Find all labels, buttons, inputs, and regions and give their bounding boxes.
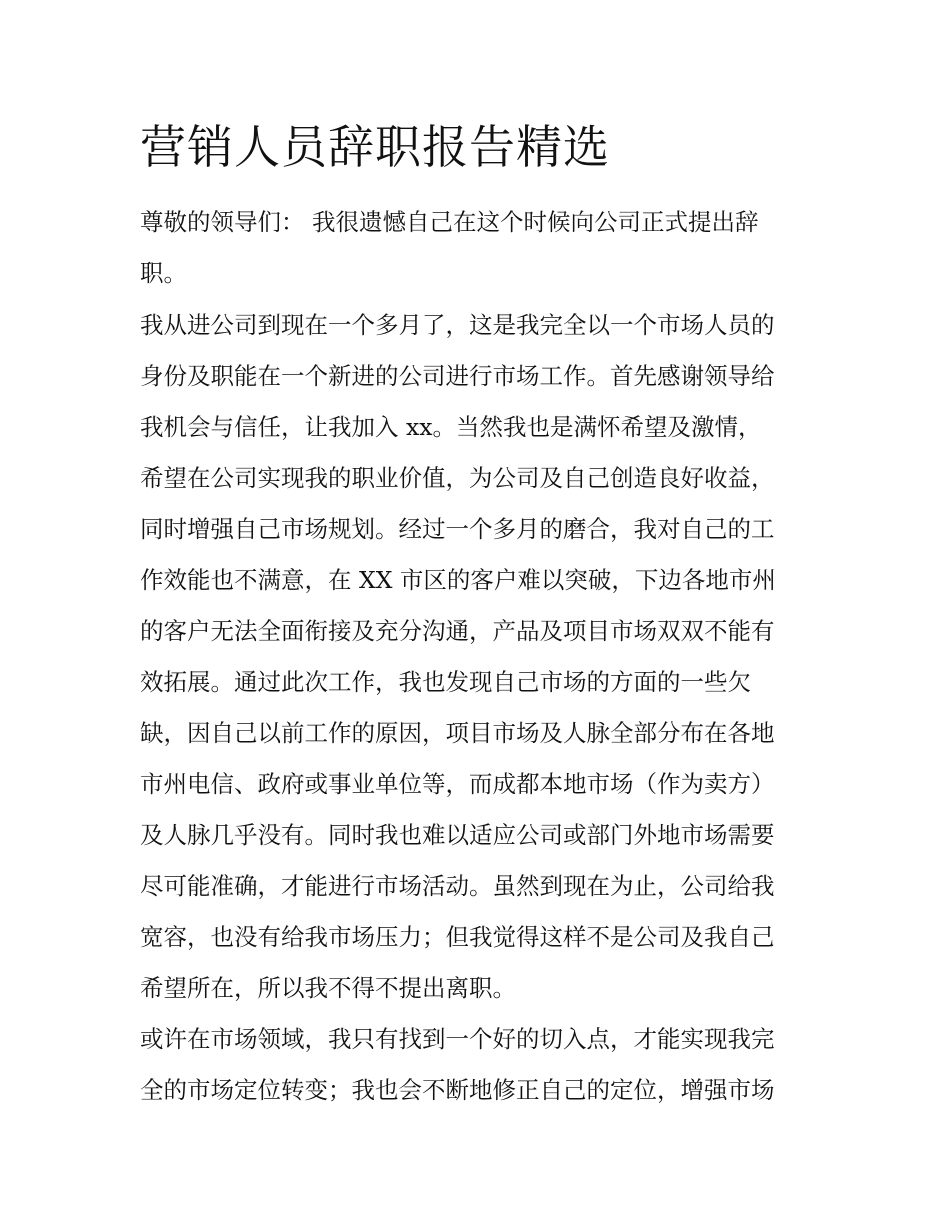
body-line: 身份及职能在一个新进的公司进行市场工作。首先感谢领导给: [140, 362, 775, 390]
body-line: 作效能也不满意，在 XX 市区的客户难以突破，下边各地市州: [140, 566, 776, 594]
body-line: 缺，因自己以前工作的原因，项目市场及人脉全部分布在各地: [140, 719, 775, 747]
body-line: 职。: [140, 259, 187, 287]
body-line: 尊敬的领导们： 我很遗憾自己在这个时候向公司正式提出辞: [140, 208, 759, 236]
body-line: 的客户无法全面衔接及充分沟通，产品及项目市场双双不能有: [140, 617, 775, 645]
body-line: 同时增强自己市场规划。经过一个多月的磨合，我对自己的工: [140, 515, 775, 543]
body-line: 希望所在，所以我不得不提出离职。: [140, 974, 516, 1002]
body-line: 全的市场定位转变；我也会不断地修正自己的定位，增强市场: [140, 1076, 775, 1104]
body-line: 效拓展。通过此次工作，我也发现自己市场的方面的一些欠: [140, 668, 751, 696]
document-title: 营销人员辞职报告精选: [140, 120, 610, 174]
body-line: 希望在公司实现我的职业价值，为公司及自己创造良好收益，: [140, 464, 775, 492]
body-line: 我从进公司到现在一个多月了，这是我完全以一个市场人员的: [140, 311, 775, 339]
body-line: 宽容，也没有给我市场压力；但我觉得这样不是公司及我自己: [140, 923, 775, 951]
body-line: 及人脉几乎没有。同时我也难以适应公司或部门外地市场需要: [140, 821, 775, 849]
body-line: 或许在市场领域，我只有找到一个好的切入点，才能实现我完: [140, 1025, 775, 1053]
body-line: 市州电信、政府或事业单位等，而成都本地市场（作为卖方）: [140, 770, 775, 798]
body-line: 我机会与信任，让我加入 xx。当然我也是满怀希望及激情，: [140, 413, 762, 441]
body-line: 尽可能准确，才能进行市场活动。虽然到现在为止，公司给我: [140, 872, 775, 900]
